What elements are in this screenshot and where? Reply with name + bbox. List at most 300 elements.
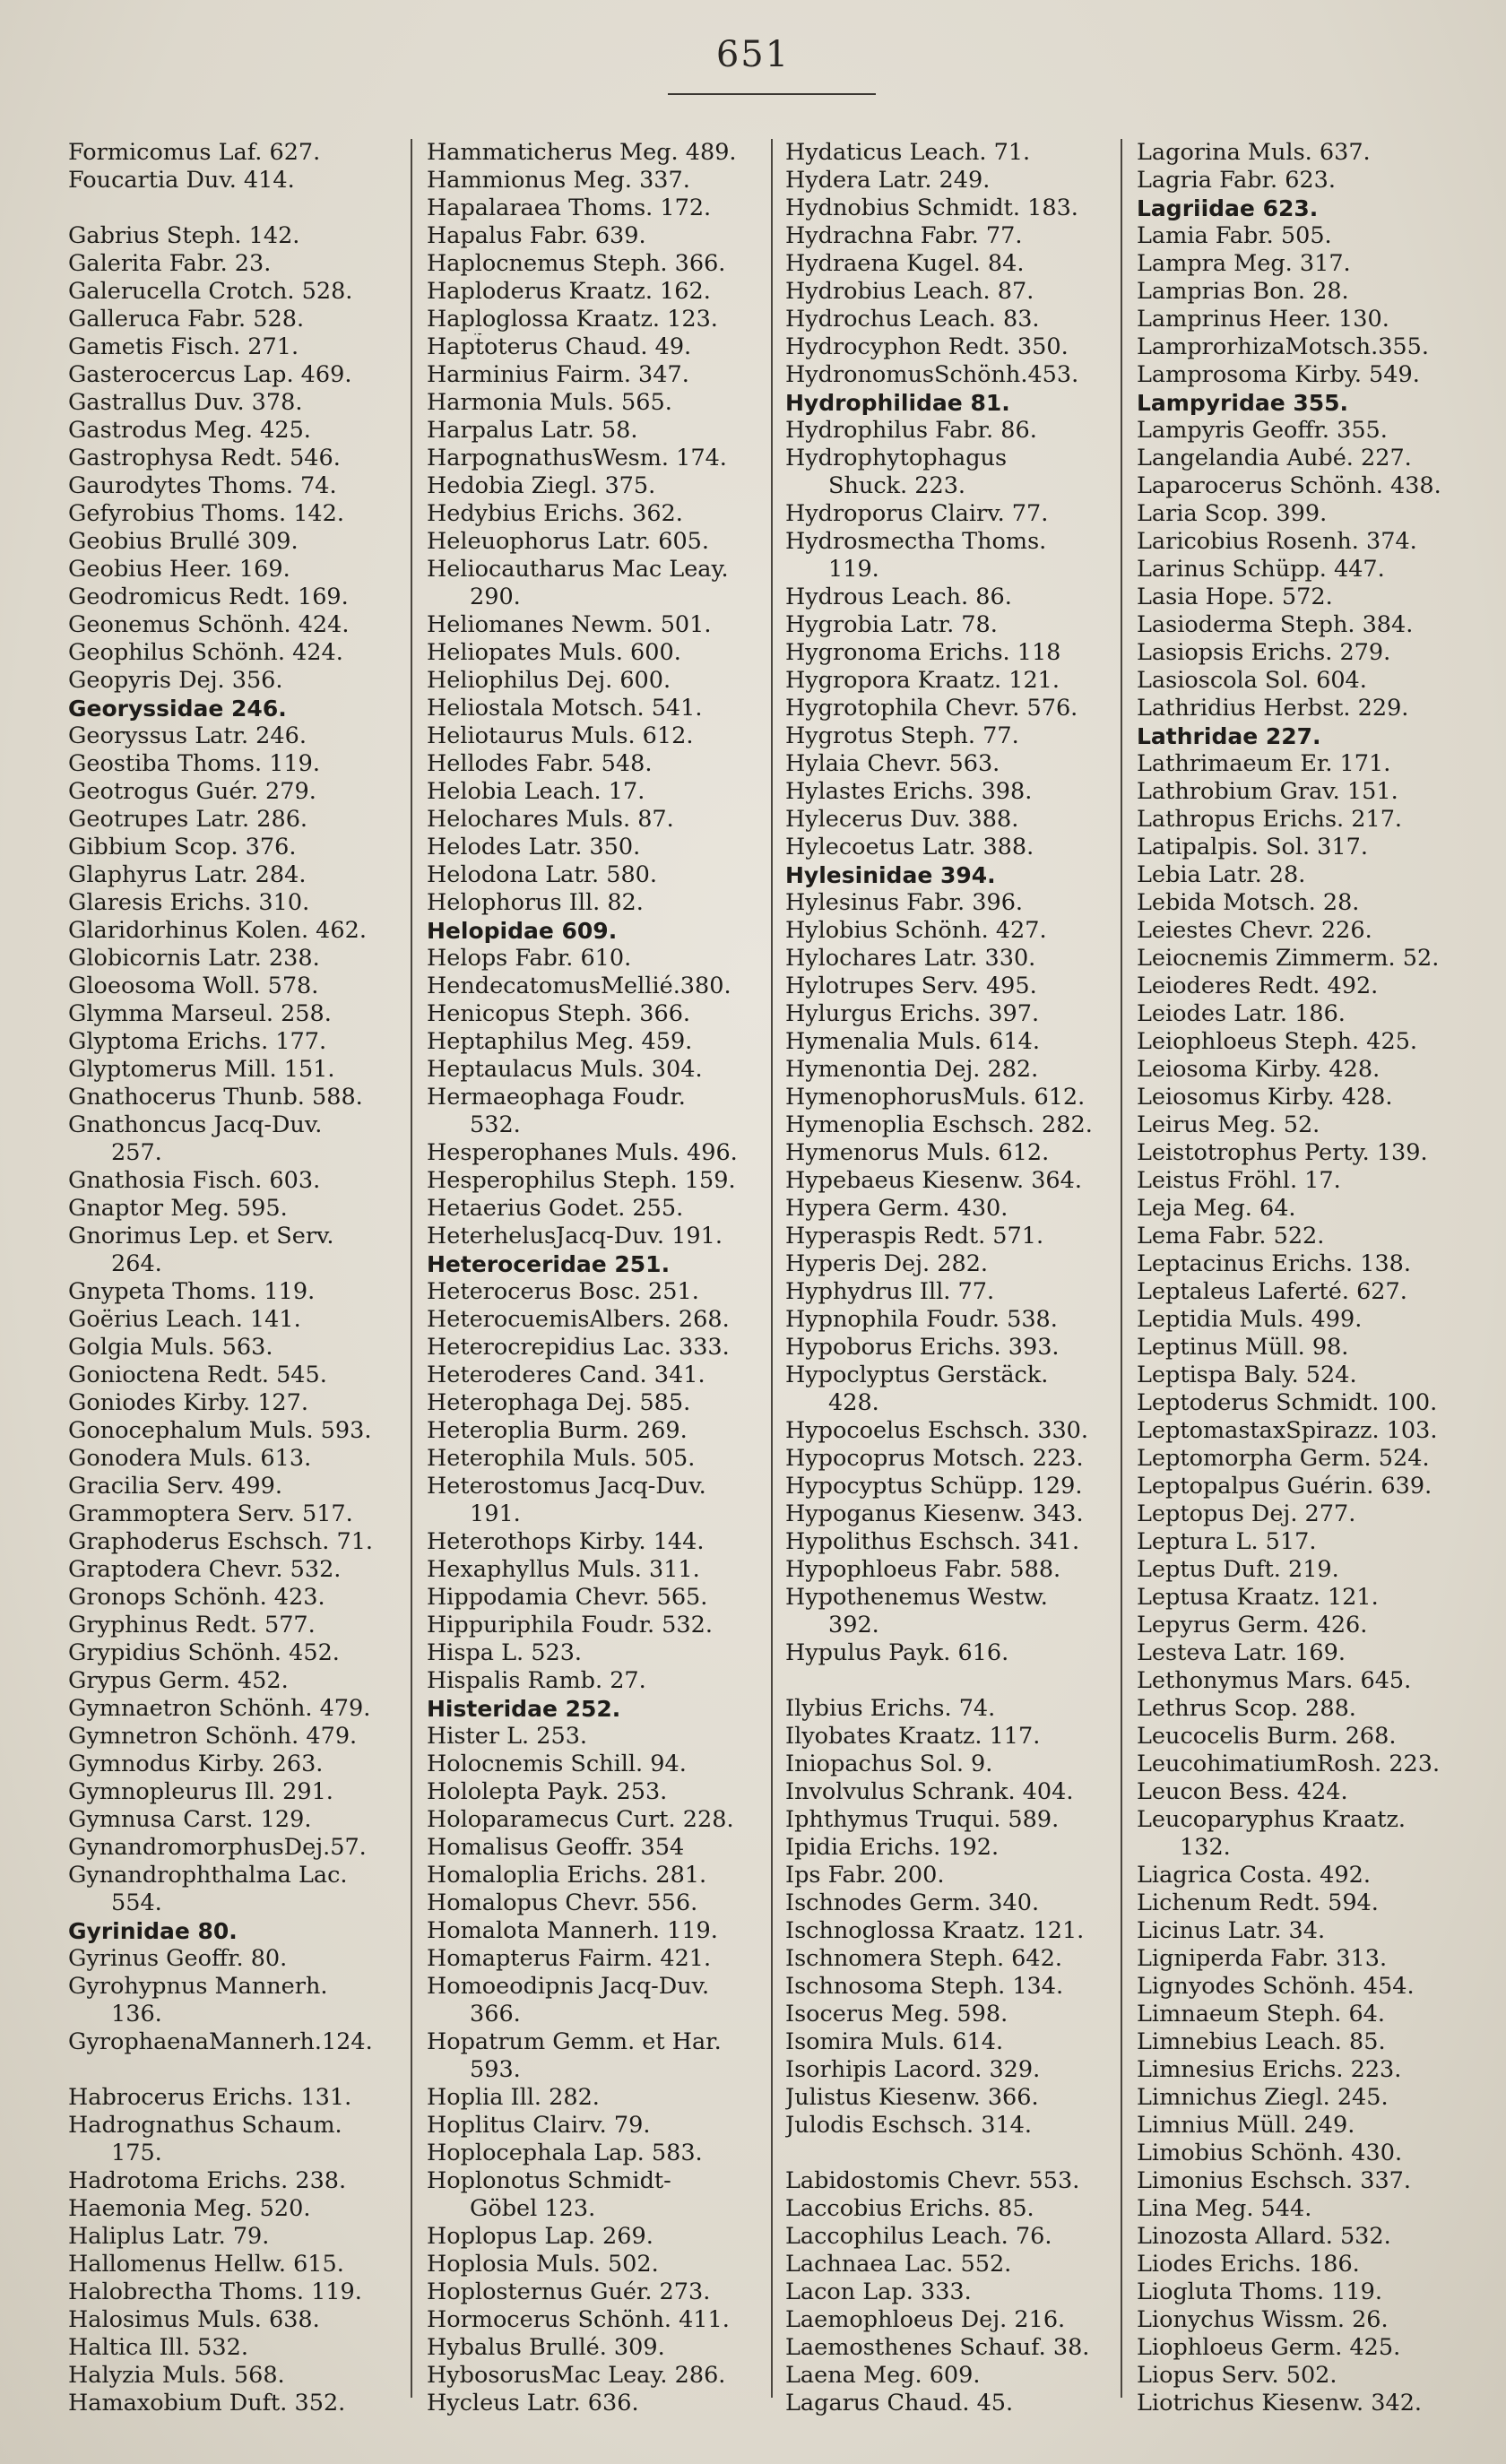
index-entry: Grypidius Schönh. 452. [68,1639,340,1666]
index-entry: Lebia Latr. 28. [1137,861,1306,888]
index-entry: Gefyrobius Thoms. 142. [68,500,344,527]
index-entry: Leja Meg. 64. [1137,1195,1296,1222]
index-entry: Hylurgus Erichs. 397. [785,1000,1040,1027]
family-heading-entry: Helopidae 609. [427,918,618,944]
entry-continuation: Shuck. 223. [828,472,966,499]
index-entry: Laemosthenes Schauf. 38. [785,2334,1090,2361]
index-entry: Haplocnemus Steph. 366. [427,250,726,277]
index-entry: Licinus Latr. 34. [1137,1917,1326,1944]
index-entry: Hippodamia Chevr. 565. [427,1584,708,1611]
index-entry: Galerucella Crotch. 528. [68,278,353,305]
index-entry: Glaridorhinus Kolen. 462. [68,917,367,944]
index-entry: Laemophloeus Dej. 216. [785,2306,1066,2333]
index-entry: Hypocoprus Motsch. 223. [785,1445,1084,1472]
page-number: 651 [715,34,791,75]
index-entry: Gastrophysa Redt. 546. [68,445,341,471]
index-entry: Gibbium Scop. 376. [68,834,297,860]
index-entry: Hormocerus Schönh. 411. [427,2306,730,2333]
index-entry: Gronops Schönh. 423. [68,1584,325,1611]
index-entry: Leucon Bess. 424. [1137,1778,1348,1805]
index-entry: Geotrupes Latr. 286. [68,806,308,833]
index-entry: Gaurodytes Thoms. 74. [68,472,337,499]
index-entry: Hexaphyllus Muls. 311. [427,1556,700,1583]
index-entry: Langelandia Aubé. 227. [1137,445,1412,471]
index-entry: Julodis Eschsch. 314. [785,2112,1033,2139]
index-entry: Lampra Meg. 317. [1137,250,1351,277]
index-entry: Hololepta Payk. 253. [427,1778,668,1805]
family-heading-entry: Heteroceridae 251. [427,1251,671,1277]
entry-continuation: 264. [111,1250,162,1277]
index-entry: Gloeosoma Woll. 578. [68,973,319,999]
index-entry: Homalota Mannerh. 119. [427,1917,718,1944]
index-entry: Gnaptor Meg. 595. [68,1195,288,1222]
index-entry: Leptaleus Laferté. 627. [1137,1278,1407,1305]
index-entry: Hapalaraea Thoms. 172. [427,195,712,221]
index-entry: Haploderus Kraatz. 162. [427,278,711,305]
index-entry: Leucoparyphus Kraatz. [1137,1806,1406,1833]
letter-section-gap [68,195,418,222]
index-entry: Hyperis Dej. 282. [785,1250,989,1277]
index-entry: Ischnomera Steph. 642. [785,1945,1062,1972]
index-entry: Limobius Schönh. 430. [1137,2140,1403,2166]
index-entry: Hermaeophaga Foudr. [427,1084,686,1111]
index-entry: Hylastes Erichs. 398. [785,778,1033,805]
entry-continuation: 593. [470,2056,521,2083]
index-entry: Liotrichus Kiesenw. 342. [1137,2390,1423,2416]
index-entry: Leptomorpha Germ. 524. [1137,1445,1430,1472]
entry-continuation: 366. [470,2001,521,2027]
entry-continuation: 132. [1180,1834,1231,1861]
family-heading-entry: Hylesinidae 394. [785,862,996,888]
index-entry: Homaloplia Erichs. 281. [427,1862,707,1889]
index-entry: Heterocrepidius Lac. 333. [427,1334,730,1361]
family-heading-entry: Lathridae 227. [1137,723,1321,749]
family-heading-entry: Lampyridae 355. [1137,390,1349,416]
entry-continuation: Göbel 123. [470,2195,596,2222]
family-heading-entry: Gyrinidae 80. [68,1918,238,1944]
index-column-1 [68,139,418,2417]
index-entry: Hapt̃oterus Chaud. 49. [427,333,692,360]
index-entry: Homoeodipnis Jacq-Duv. [427,1973,710,2000]
letter-section-gap [68,2056,418,2084]
index-entry: Glaphyrus Latr. 284. [68,861,307,888]
index-entry: Gnathosia Fisch. 603. [68,1167,321,1194]
letter-section-gap [785,1667,1135,1695]
index-entry: Leptopus Dej. 277. [1137,1500,1356,1527]
index-entry: Geophilus Schönh. 424. [68,639,343,666]
index-entry: Hypothenemus Westw. [785,1584,1048,1611]
index-entry: Haploglossa Kraatz. 123. [427,306,718,333]
index-entry: Hylecerus Duv. 388. [785,806,1019,833]
index-entry: Hylobius Schönh. 427. [785,917,1047,944]
index-entry: Hetaerius Godet. 255. [427,1195,684,1222]
index-entry: Lathropus Erichs. 217. [1137,806,1403,833]
index-entry: Hoplonotus Schmidt- [427,2167,671,2194]
index-entry: LeucohimatiumRosh. 223. [1137,1751,1441,1777]
index-entry: HybosorusMac Leay. 286. [427,2362,726,2389]
index-entry: Leptinus Müll. 98. [1137,1334,1349,1361]
index-entry: Hyperaspis Redt. 571. [785,1223,1044,1249]
index-entry: Lesteva Latr. 169. [1137,1639,1346,1666]
index-entry: Halosimus Muls. 638. [68,2306,320,2333]
index-entry: Heliocautharus Mac Leay. [427,556,729,583]
entry-continuation: 554. [111,1889,162,1916]
index-entry: Hydrochus Leach. 83. [785,306,1040,333]
index-entry: Foucartia Duv. 414. [68,167,295,194]
index-entry: Gymnopleurus Ill. 291. [68,1778,333,1805]
index-entry: Leptidia Muls. 499. [1137,1306,1363,1333]
index-entry: Gonocephalum Muls. 593. [68,1417,372,1444]
index-entry: Hammaticherus Meg. 489. [427,139,737,166]
index-entry: Isorhipis Lacord. 329. [785,2056,1041,2083]
index-entry: Homalopus Chevr. 556. [427,1889,698,1916]
index-entry: Hyphydrus Ill. 77. [785,1278,995,1305]
index-entry: Ilyobates Kraatz. 117. [785,1723,1041,1750]
index-entry: Globicornis Latr. 238. [68,945,320,972]
index-entry: Helophorus Ill. 82. [427,889,644,916]
index-entry: Leptoderus Schmidt. 100. [1137,1389,1438,1416]
index-entry: Hydaticus Leach. 71. [785,139,1031,166]
index-entry: Heterophaga Dej. 585. [427,1389,691,1416]
index-entry: Grypus Germ. 452. [68,1667,289,1694]
index-entry: Gracilia Serv. 499. [68,1473,282,1500]
index-entry: Glyptoma Erichs. 177. [68,1028,327,1055]
index-entry: Hygrotus Steph. 77. [785,722,1019,749]
index-entry: Hypocyptus Schüpp. 129. [785,1473,1083,1500]
index-entry: LeptomastaxSpirazz. 103. [1137,1417,1438,1444]
index-entry: Lichenum Redt. 594. [1137,1889,1379,1916]
index-entry: Limonius Eschsch. 337. [1137,2167,1411,2194]
index-entry: Limnaeum Steph. 64. [1137,2001,1386,2027]
index-entry: Lathrobium Grav. 151. [1137,778,1398,805]
index-entry: Gyrohypnus Mannerh. [68,1973,328,2000]
index-entry: Leioderes Redt. 492. [1137,973,1379,999]
index-entry: Golgia Muls. 563. [68,1334,273,1361]
index-entry: Homapterus Fairm. 421. [427,1945,712,1972]
index-entry: Helops Fabr. 610. [427,945,632,972]
index-entry: Hybalus Brullé. 309. [427,2334,665,2361]
index-entry: Limnius Müll. 249. [1137,2112,1355,2139]
index-entry: Hygropora Kraatz. 121. [785,667,1060,694]
index-entry: Ipidia Erichs. 192. [785,1834,1000,1861]
index-entry: Hydrophytophagus [785,445,1008,471]
index-entry: Linozosta Allard. 532. [1137,2223,1391,2250]
index-entry: Formicomus Laf. 627. [68,139,321,166]
entry-continuation: 175. [111,2140,162,2166]
index-entry: Heterocerus Bosc. 251. [427,1278,699,1305]
index-entry: Gabrius Steph. 142. [68,222,300,249]
entry-continuation: 257. [111,1139,162,1166]
index-entry: Hoplosia Muls. 502. [427,2251,659,2278]
index-entry: Lathridius Herbst. 229. [1137,695,1409,722]
index-entry: Laricobius Rosenh. 374. [1137,528,1417,555]
index-entry: Lasia Hope. 572. [1137,584,1333,610]
index-entry: Leistus Fröhl. 17. [1137,1167,1341,1194]
index-entry: Hesperophanes Muls. 496. [427,1139,738,1166]
index-entry: Graptodera Chevr. 532. [68,1556,342,1583]
index-entry: Iphthymus Truqui. 589. [785,1806,1060,1833]
index-entry: Georyssus Latr. 246. [68,722,307,749]
index-entry: Graphoderus Eschsch. 71. [68,1528,374,1555]
index-entry: Lethonymus Mars. 645. [1137,1667,1412,1694]
index-entry: HydronomusSchönh.453. [785,361,1079,388]
index-entry: Hygrobia Latr. 78. [785,611,998,638]
index-entry: Gnypeta Thoms. 119. [68,1278,316,1305]
index-entry: Halobrectha Thoms. 119. [68,2278,362,2305]
index-entry: Hadrognathus Schaum. [68,2112,342,2139]
index-entry: Heliopates Muls. 600. [427,639,681,666]
index-entry: Leistotrophus Perty. 139. [1137,1139,1428,1166]
index-entry: Hydrophilus Fabr. 86. [785,417,1037,444]
index-entry: Hypoborus Erichs. 393. [785,1334,1060,1361]
index-entry: Lathrimaeum Er. 171. [1137,750,1391,777]
index-entry: Gonodera Muls. 613. [68,1445,312,1472]
index-entry: Hoplopus Lap. 269. [427,2223,653,2250]
index-entry: Helochares Muls. 87. [427,806,674,833]
index-entry: Hedobia Ziegl. 375. [427,472,656,499]
index-entry: Geotrogus Guér. 279. [68,778,316,805]
family-heading-entry: Georyssidae 246. [68,696,287,722]
index-column-3 [785,139,1135,2417]
index-entry: Liodes Erichs. 186. [1137,2251,1360,2278]
index-entry: Lampyris Geoffr. 355. [1137,417,1388,444]
entry-continuation: 290. [470,584,521,610]
index-entry: Lagria Fabr. 623. [1137,167,1336,194]
index-entry: Geonemus Schönh. 424. [68,611,350,638]
index-entry: Latipalpis. Sol. 317. [1137,834,1368,860]
index-entry: Gastrallus Duv. 378. [68,389,303,416]
index-entry: Gymnodus Kirby. 263. [68,1751,324,1777]
index-entry: Holocnemis Schill. 94. [427,1751,687,1777]
index-entry: Heterophila Muls. 505. [427,1445,696,1472]
index-entry: HeterocuemisAlbers. 268. [427,1306,730,1333]
index-entry: Gymnaetron Schönh. 479. [68,1695,371,1722]
index-entry: Hedybius Erichs. 362. [427,500,683,527]
index-entry: Galerita Fabr. 23. [68,250,272,277]
index-entry: Lepyrus Germ. 426. [1137,1612,1368,1638]
index-entry: Leiosomus Kirby. 428. [1137,1084,1393,1111]
index-entry: Hoplosternus Guér. 273. [427,2278,711,2305]
index-entry: Lasiopsis Erichs. 279. [1137,639,1391,666]
index-entry: Leiodes Latr. 186. [1137,1000,1346,1027]
index-entry: Laena Meg. 609. [785,2362,981,2389]
index-entry: Gametis Fisch. 271. [68,333,299,360]
index-entry: Gasterocercus Lap. 469. [68,361,352,388]
index-entry: Hadrotoma Erichs. 238. [68,2167,347,2194]
index-entry: HeterhelusJacq-Duv. 191. [427,1223,723,1249]
index-entry: Lagorina Muls. 637. [1137,139,1371,166]
entry-continuation: 191. [470,1500,521,1527]
index-entry: Hopatrum Gemm. et Har. [427,2028,722,2055]
index-entry: Lacon Lap. 333. [785,2278,972,2305]
index-entry: Leiosoma Kirby. 428. [1137,1056,1380,1083]
index-entry: LamprorhizaMotsch.355. [1137,333,1429,360]
index-entry: Heliostala Motsch. 541. [427,695,703,722]
index-entry: Hylesinus Fabr. 396. [785,889,1024,916]
index-entry: GynandromorphusDej.57. [68,1834,367,1861]
index-entry: Hymenorus Muls. 612. [785,1139,1050,1166]
index-entry: Leptura L. 517. [1137,1528,1317,1555]
index-entry: Lethrus Scop. 288. [1137,1695,1356,1722]
index-entry: Heleuophorus Latr. 605. [427,528,710,555]
index-column-2 [427,139,776,2417]
index-entry: Helobia Leach. 17. [427,778,645,805]
index-entry: Hydrous Leach. 86. [785,584,1012,610]
index-entry: Laccophilus Leach. 76. [785,2223,1052,2250]
index-entry: Heptaulacus Muls. 304. [427,1056,703,1083]
index-entry: Ligniperda Fabr. 313. [1137,1945,1388,1972]
index-entry: Gonioctena Redt. 545. [68,1362,327,1388]
index-entry: Hydrobius Leach. 87. [785,278,1034,305]
index-entry: Heterothops Kirby. 144. [427,1528,705,1555]
index-entry: Larinus Schüpp. 447. [1137,556,1385,583]
index-entry: Hydraena Kugel. 84. [785,250,1025,277]
index-entry: Hygronoma Erichs. 118 [785,639,1061,666]
index-entry: Gryphinus Redt. 577. [68,1612,316,1638]
index-entry: Geopyris Dej. 356. [68,667,283,694]
index-entry: Hypnophila Foudr. 538. [785,1306,1058,1333]
index-entry: Hylaia Chevr. 563. [785,750,1000,777]
index-entry: Hellodes Fabr. 548. [427,750,653,777]
index-entry: Gnathoncus Jacq-Duv. [68,1111,323,1138]
index-entry: Hypoclyptus Gerstäck. [785,1362,1049,1388]
index-entry: Goniodes Kirby. 127. [68,1389,308,1416]
index-entry: Lachnaea Lac. 552. [785,2251,1012,2278]
index-entry: Hammionus Meg. 337. [427,167,690,194]
index-entry: Heteroplia Burm. 269. [427,1417,688,1444]
index-entry: Haliplus Latr. 79. [68,2223,270,2250]
index-entry: Hypolithus Eschsch. 341. [785,1528,1080,1555]
index-entry: Homalisus Geoffr. 354 [427,1834,685,1861]
index-entry: Hymenalia Muls. 614. [785,1028,1040,1055]
index-entry: Hydrachna Fabr. 77. [785,222,1023,249]
index-entry: Hylotrupes Serv. 495. [785,973,1037,999]
index-entry: Lema Fabr. 522. [1137,1223,1325,1249]
letter-section-gap [785,2140,1135,2167]
index-entry: Hydrocyphon Redt. 350. [785,333,1069,360]
index-entry: Involvulus Schrank. 404. [785,1778,1074,1805]
index-entry: Laparocerus Schönh. 438. [1137,472,1441,499]
index-entry: Grammoptera Serv. 517. [68,1500,353,1527]
index-entry: Henicopus Steph. 366. [427,1000,691,1027]
index-entry: Heterostomus Jacq-Duv. [427,1473,706,1500]
index-entry: Hypebaeus Kiesenw. 364. [785,1167,1082,1194]
index-entry: Lasioscola Sol. 604. [1137,667,1367,694]
entry-continuation: 392. [828,1612,879,1638]
index-entry: Hygrotophila Chevr. 576. [785,695,1078,722]
index-entry: Lamia Fabr. 505. [1137,222,1332,249]
index-entry: Liophloeus Germ. 425. [1137,2334,1401,2361]
index-entry: Hypera Germ. 430. [785,1195,1008,1222]
index-entry: Ischnosoma Steph. 134. [785,1973,1064,2000]
index-entry: Harmonia Muls. 565. [427,389,672,416]
header-rule [668,93,876,95]
index-entry: Gyrinus Geoffr. 80. [68,1945,288,1972]
index-entry: Hymenontia Dej. 282. [785,1056,1039,1083]
index-entry: Lasioderma Steph. 384. [1137,611,1414,638]
index-entry: Leptacinus Erichs. 138. [1137,1250,1412,1277]
index-entry: Hypulus Payk. 616. [785,1639,1009,1666]
index-entry: HendecatomusMellié.380. [427,973,731,999]
index-entry: Liagrica Costa. 492. [1137,1862,1371,1889]
index-entry: Hesperophilus Steph. 159. [427,1167,736,1194]
index-entry: Limnesius Erichs. 223. [1137,2056,1402,2083]
index-entry: Hypoganus Kiesenw. 343. [785,1500,1084,1527]
index-entry: Hispa L. 523. [427,1639,583,1666]
family-heading-entry: Histeridae 252. [427,1696,621,1722]
index-entry: Liogluta Thoms. 119. [1137,2278,1382,2305]
index-entry: Gastrodus Meg. 425. [68,417,311,444]
index-entry: Holoparamecus Curt. 228. [427,1806,734,1833]
index-entry: Glyptomerus Mill. 151. [68,1056,335,1083]
index-entry: Helodes Latr. 350. [427,834,641,860]
index-entry: Liopus Serv. 502. [1137,2362,1337,2389]
index-entry: Gnathocerus Thunb. 588. [68,1084,363,1111]
index-entry: Haltica Ill. 532. [68,2334,248,2361]
index-entry: Glymma Marseul. 258. [68,1000,332,1027]
index-entry: Geobius Brullé 309. [68,528,299,555]
index-entry: Lagarus Chaud. 45. [785,2390,1014,2416]
index-entry: Leptopalpus Guérin. 639. [1137,1473,1432,1500]
index-entry: Leptispa Baly. 524. [1137,1362,1357,1388]
index-entry: Hylecoetus Latr. 388. [785,834,1034,860]
index-entry: Hapalus Fabr. 639. [427,222,646,249]
index-entry: HarpognathusWesm. 174. [427,445,727,471]
index-entry: HymenophorusMuls. 612. [785,1084,1086,1111]
index-entry: Ischnodes Germ. 340. [785,1889,1040,1916]
family-heading-entry: Hydrophilidae 81. [785,390,1010,416]
index-entry: Gymnetron Schönh. 479. [68,1723,358,1750]
index-entry: Gymnusa Carst. 129. [68,1806,312,1833]
entry-continuation: 119. [828,556,879,583]
index-entry: Hippuriphila Foudr. 532. [427,1612,713,1638]
index-entry: Hycleus Latr. 636. [427,2390,639,2416]
index-entry: Geobius Heer. 169. [68,556,290,583]
index-entry: Leptus Duft. 219. [1137,1556,1339,1583]
index-entry: Limnebius Leach. 85. [1137,2028,1386,2055]
index-entry: Labidostomis Chevr. 553. [785,2167,1080,2194]
index-entry: Halyzia Muls. 568. [68,2362,285,2389]
index-entry: Ischnoglossa Kraatz. 121. [785,1917,1085,1944]
index-entry: Hymenoplia Eschsch. 282. [785,1111,1093,1138]
index-entry: Laria Scop. 399. [1137,500,1328,527]
index-entry: Lionychus Wissm. 26. [1137,2306,1389,2333]
index-entry: Leirus Meg. 52. [1137,1111,1320,1138]
index-entry: Lebida Motsch. 28. [1137,889,1360,916]
index-entry: Hispalis Ramb. 27. [427,1667,646,1694]
index-column-4 [1137,139,1495,2417]
index-entry: Lamprinus Heer. 130. [1137,306,1389,333]
index-entry: Hydera Latr. 249. [785,167,991,194]
index-entry: Hydroporus Clairv. 77. [785,500,1049,527]
index-entry: Hister L. 253. [427,1723,588,1750]
index-entry: Lignyodes Schönh. 454. [1137,1973,1415,2000]
index-entry: Lina Meg. 544. [1137,2195,1312,2222]
index-entry: Hamaxobium Duft. 352. [68,2390,346,2416]
index-entry: Lamprosoma Kirby. 549. [1137,361,1420,388]
index-entry: Heliotaurus Muls. 612. [427,722,694,749]
index-entry: Hoplia Ill. 282. [427,2084,600,2111]
index-entry: Gynandrophthalma Lac. [68,1862,348,1889]
index-entry: Helodona Latr. 580. [427,861,658,888]
index-entry: Habrocerus Erichs. 131. [68,2084,352,2111]
index-entry: Heliophilus Dej. 600. [427,667,671,694]
index-entry: Hoplocephala Lap. 583. [427,2140,703,2166]
index-entry: Leptusa Kraatz. 121. [1137,1584,1379,1611]
entry-continuation: 428. [828,1389,879,1416]
index-entry: Hallomenus Hellw. 615. [68,2251,344,2278]
index-entry: Laccobius Erichs. 85. [785,2195,1034,2222]
